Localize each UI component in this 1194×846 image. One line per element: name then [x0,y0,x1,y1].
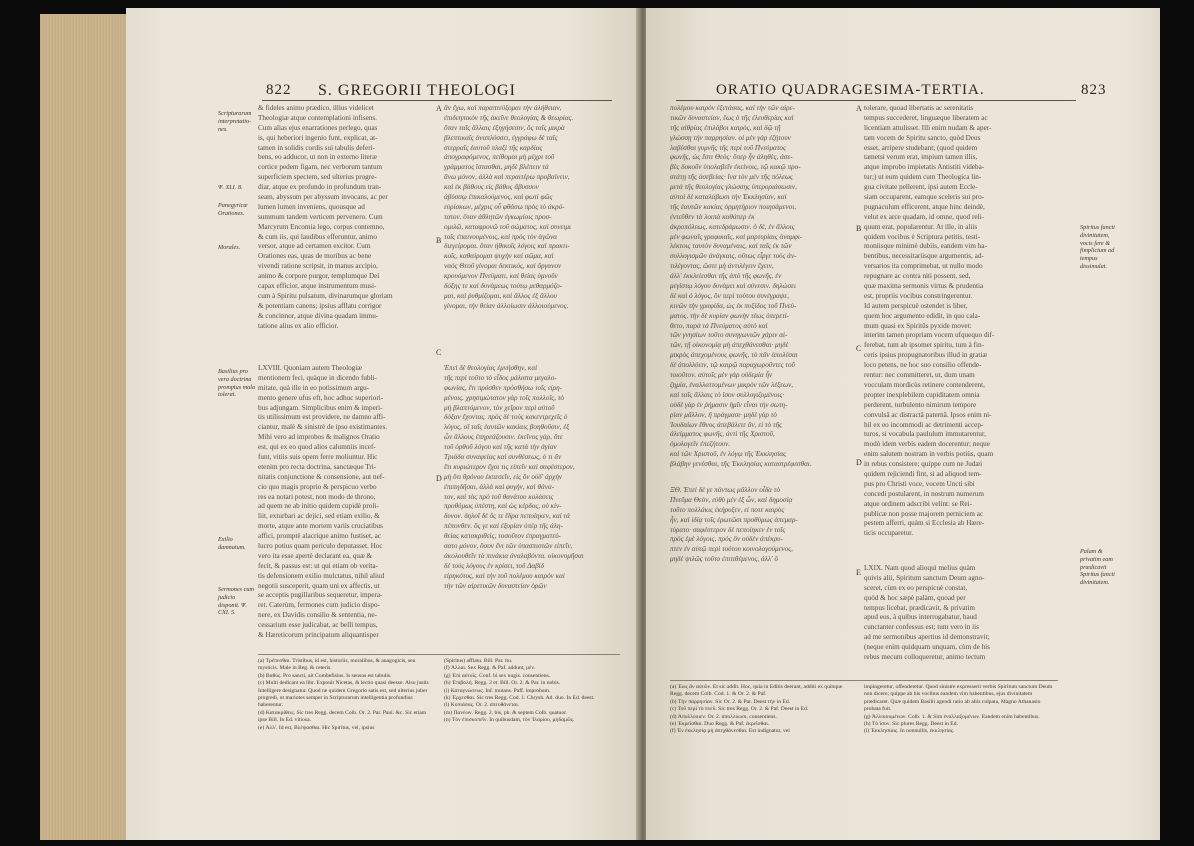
text-line: προθύμως ὑπέστη, καὶ ὡς κέρδος, οὐ κίν- [444,502,562,511]
text-line: seam, abyssum per abyssum invocans, ac per [258,193,388,202]
text-line: summum tandem verticem pervenero. Cum [258,212,383,221]
latin-column [258,104,434,344]
marker: E [856,568,861,577]
text-line: ticis occuparetur. [864,529,914,538]
footnotes [258,658,434,766]
text-line: lucro potius quam periculo deputasset. Hoc [258,542,383,551]
text-line: bens, eo adducor, ut non in externo literæ [258,153,377,162]
footnote-rule [670,680,1058,681]
text-line: liit, exturbari ac dejici, sed etiam exilio, & [258,512,380,521]
text-line: tis defensionem exilio mulctatus, nihil aliud [258,571,385,580]
text-line: est, propriis vocibus constringerentur. [864,291,973,300]
text-line: σατο μόνον, ὅσον ἕνι τῶν ὑπασπιστῶν εἰπεῖν, [444,542,573,551]
greek-column [444,364,620,646]
text-line: ferebat, tum ab ipsomet spiritu, tum à fin- [864,341,984,350]
open-book [40,8,1160,840]
text-line: φωνῆς, ὡς ἔστι Θεὸς· ὅπερ ἦν ἀληθὲς, ἀσε- [670,153,793,162]
text-line: μὲν φωναῖς γραφικαῖς, καὶ μαρτυρίαις ἀναμφι- [670,232,803,241]
left-header-rule [262,100,612,101]
right-header-rule [676,100,1076,101]
text-line: tur;) ut eum quidem cum Theologica lin- [864,173,982,182]
right-page-number: 823 [1081,82,1107,98]
text-line: bus adjungam. Simplicibus enim & imperi- [258,403,383,412]
text-line: στάτῃ τῆς ἀσεβείας· ἵνα τὸν μὲν τῆς πόλεως [670,173,793,182]
text-line: Πνεῦμα Θεὸν, εὐθὺ μὲν ἐξ ὧν, καὶ δημοσίᾳ [670,495,793,504]
text-line: Cum alias ejus enarrationes perlego, quas [258,123,378,132]
text-line: δὲ ἀπολλύειν, τῷ καιρῷ παραχωροῦντες τοῦ [670,361,795,370]
text-line: Ἐπεὶ δὲ θεολογίας ἐμνήσθην, καὶ [444,364,538,372]
text-line: hil ex eo incommodi ac detrimenti accep- [864,420,984,429]
text-line: ἀκολουθεῖν τὰ πινάκια ἀναλαβόντα. οἰκονομῆσαι [444,551,584,560]
text-line: ret. Caterùm, fermones cum judicio dispo- [258,601,380,610]
text-line: εὑρίσκων, μέχρις οὗ φθάσω πρὸς τὸ ἀκρό- [444,202,565,211]
text-line: ἐντεῦθεν τὰ λοιπὰ καθάπερ ἐκ [670,212,755,221]
text-line: ρίαν μᾶλλον, ἢ πράγμασι· μηδὲ γὰρ τὸ [670,410,777,419]
text-line: τιλέγοντας, ὥστε μὴ ἀντιλέγειν ἔχειν, [670,262,774,271]
text-line: μένοις. χρησιμώτατον γὰρ τοῖς πολλοῖς, τὸ [444,393,564,402]
text-line: tam vocem de Spiritu sancto, quòd Deus [864,133,981,142]
greek-column [670,104,854,474]
text-line: diar, atque ex profundo in profundum tran- [258,183,382,192]
text-line: atque improbo impietatis Antistiti videba- [864,163,985,172]
text-line: ὧν ἄλλους ἐπηρεάζουσιν. ἐκεῖνος γὰρ, ὅτε [444,433,563,442]
text-line: mitate, quà ille in eo potissimum argu- [258,383,370,392]
text-line: in rebus consistere; quippe cum ne Judæi [864,460,983,469]
text-line: rebus mecum colloqueretur, animo tectum [864,653,986,662]
text-line: ὁμολογεῖν ἐπεζήτουν. [670,440,731,449]
text-line: etenim pro recta doctrina, sanctæque Tri- [258,462,377,471]
text-line: quidem vocibus è Scriptura petitis, testi- [864,232,981,241]
text-line: ζημία, ἐναλλαττομένων μικρὸν τῶν λέξεων, [670,380,794,389]
text-line: μεγίστῳ λόγου δυνάμει καὶ σύνεσιν. δηλώσει [670,282,796,291]
text-line: ἀλείμματος φωνῆς, ἀντὶ τῆς Χριστοῦ, [670,430,775,439]
text-line: versor, atque ad certamen excitor. Cum [258,242,371,251]
text-line: convulsâ ac distractâ paternâ. Ipsos enim ni- [864,410,992,419]
text-line: & concinnor, atque divina quadam immu- [258,311,379,320]
text-line: ceris ipsius propugnatoribus illud in gratiæ [864,351,988,360]
text-line: μετὰ τῆς θεολογίας γλώσσης ὑπεροριάσωσιν, [670,183,797,192]
text-line: superficiem spectem, sed ulterius progre- [258,173,377,182]
text-line: ἐπιπηδῆσαι, ἀλλὰ καὶ φυγὴν, καὶ θάνα- [444,482,555,491]
text-line: sceret, cùm ex eo perspicuè constat, [864,583,968,592]
text-line: se acceptis pugillaribus sequeretur, impera- [258,591,383,600]
left-page [126,8,642,840]
footnote: (h) Τὸ ἴσον. Sic plures Regg. Deest in Ed. [864,721,958,728]
text-line: LXVIII. Quoniam autem Theologiæ [258,364,363,372]
text-line: κρουόμενον Πνεύματι, καὶ θείας ὑμνοῦν [444,272,558,281]
text-line: ἐπιδεηπικὸν τῆς ἀκεῖνε θεολογίας & θεωρίας. [444,113,574,122]
text-line: fecit, & passus est: ut qui etiam ob verita- [258,561,378,570]
text-line: τῆς περὶ τοῦτο τὸ εἶδος μάλιστα μεγαλο- [444,373,557,382]
text-line: τῶν, τῇ οἰκονομίᾳ μὴ ἀπεχθάνεσθαι· μηδὲ [670,341,789,350]
marker: C [856,344,862,353]
text-line: διεγείρομαι. ὅταν ἠθικοῖς λόγοις καὶ πρακτι- [444,242,570,251]
text-line: ομιλῶ, καταφρονῶ τοῦ σώματος, καὶ συνειμι [444,222,571,231]
text-line: τοῦτο πολλάκις ἐκήρυξεν, εἰ ποτε καιρὸς [670,505,785,514]
text-line: licentiam attulisset. Illi enim nudam & aper- [864,123,992,132]
text-line: perderent, turbulento nimirum tempore [864,400,977,409]
text-line: κινῶν τὴν γραφίδα, ὡς ἐκ πυξίδος τοῦ Πνεύ- [670,301,797,310]
latin-column [864,564,1058,668]
text-line: interim tamen propriam vocem ufquequo dif- [864,331,995,340]
text-line: (neque enim quidquam unquam, cùm de his [864,643,990,652]
text-line: & fideles animo prædico, illius videlicet [258,104,374,112]
text-line: μὴ βλαπτόμενον, τὸν χεῖρον περὶ αὐτοῦ [444,403,555,412]
text-line: Mihi vero ad improbos & malignos Oratio [258,433,380,442]
margin-note: Basilius pro vera doctrina promptus mala tolerat. [218,368,256,399]
footnote: (d) Ἀπολλύοιεν. Or. 2. ἀπολλύωσι, consentiens. [670,713,777,720]
text-line: animo & corpore purgor, templumque Dei [258,272,380,281]
text-line: πτεν ἐν αὐτῷ περὶ τούτου κοινολογούμενος, [670,545,793,554]
footnote: (n) Τὸν ἐπισκοπεῖν. In quibusdam, τὸν Ἱλαρίου, μηδαμῶς. [444,717,575,724]
text-line: θετο, παρὰ τὰ Πνεύματος αὐτὸ καὶ [670,321,768,330]
text-line: tolerare, quoad libertatis ac serenitatis [864,104,974,112]
text-line: cunctanter confessus est; tum vero in iis [864,623,979,632]
text-line: tamen in solidis cordis sui tabulis deferi- [258,143,375,152]
text-line: rentur: nec committeret, ut, dum unam [864,371,975,380]
text-line: καὶ τῶν Χριστοῦ, ἐν λόγῳ τῆς Ἐκκλησίας [670,450,787,459]
text-line: ὅταν ταῖς ἄλλαις ἐξηγήσεσιν, ὅς ταῖς μικρὰ [444,123,565,132]
margin-note: Sermones cum judicio disponit. Ψ. CXI. 5. [218,586,254,617]
footnote: impingeretur, offenderetur. Quod sinistre expresserit verbis Spiritum sanctum Deum non dicere; quippe ab his vocibus eandem vim habentibus, ejus divinitatem prædicaret. Quæ quidem Basilii agendi ratio ab aliis culpata, Magno Athanasio probata fuit. [864,684,1053,713]
text-line: quæ maxima sermonis virtus & prudentia [864,282,984,291]
text-line: tempus succederet, linguæque liberatem ac [864,113,988,122]
text-line: modò idem verbis eadem docerentur; neque [864,440,990,449]
text-line: τοῦ ὀρθοῦ λόγου καὶ τῆς κατὰ τὴν ἁγίαν [444,443,557,452]
footnote: (a) Ἐως ἂν αὐτῶν. Et sic addit. Hoc, quia in Editis deerant, additi ex quinque Regg. decem Colb. Cod. 1. & Or. 2. & Paf. [670,684,843,698]
text-line: ἂν ἔχω, καὶ παραπτεύξομαι τὴν ἀλήθειαν, [444,104,562,112]
footnote: (c) Multi dedicant ea libr. Exponit Nicetas, & lectio quasi deesse. Also justis Intelligere designatur. Quod ne quidem Gregorio satis est, sed ulterius juber progredi, ut mariotes semper in Scripturarum intelligentia profundius haberentur. [258,680,429,709]
footnote: (h) Ἐπιβολή. Regg. 2 et. Bill. Or. 2. & Par. in nobis. [444,680,561,687]
text-line: ἄνω μόνον, ἀλλὰ καὶ περαιτέρω προβαίνειν, [444,173,570,182]
text-line: μαι, καὶ ῥυθμίζομαι, καὶ ἄλλος ἐξ ἄλλου [444,291,557,300]
left-running-title: S. GREGORII THEOLOGI [318,82,516,99]
text-line: mum quasi ex Spiritûs pyxide movet: [864,321,972,330]
text-line: lumen lumen inveniens, quousque ad [258,202,365,211]
footnote-rule [258,654,620,655]
margin-note: Scripturarum interpretatio-nes. [218,110,252,133]
text-line: πέπονθεν. ὅς γε καὶ ἐξορίαν ὑπὲρ τῆς ἀλη- [444,522,563,531]
text-line: LXIX. Nam quod alioqui melius quàm [864,564,976,572]
text-line: repugnare ac contra niti possent, sed, [864,272,971,281]
text-line: publicæ non posse majorem perniciem ac [864,509,984,518]
marker: D [436,474,442,483]
text-line: καὶ ταῖς ἄλλαις τὸ ἴσον συλλογιζομένοις· [670,390,785,399]
text-line: θείας κατακριθεὶς, τοσοῦτον ἐπραγματεύ- [444,532,561,541]
footnote: (e) Ἀλλ'. Id est, Βλέψασθαι. Hic Spiritus, vel, ipsius [258,724,375,731]
margin-note: Spiritus fancti divinitatem, vocis fere & fimplicium ad tempus dissimulat. [1080,224,1115,270]
text-line: τῶν γνησίων τοῦτο συνηγωνιῶν χάριν αἰ- [670,331,788,340]
text-line: Marcyrum Encomia lego, corpus contemno, [258,222,385,231]
text-line: συλλογισμῶν ἀνάγκαις, οὕτως εἶργε τοὺς ἀν- [670,252,797,261]
footnote: (m) Πανέων. Regg. 2. bis, ph. & septem Colb. quatuor. [444,709,568,716]
footnotes [444,658,620,766]
text-line: τὴν τῶν αἱρετικῶν δυναστείαν ὁρῶν [444,581,547,590]
text-line: Ἰουδαίων ἔθνος ἀπεβάλετε ἄν, εἰ τὸ τῆς [670,420,782,429]
text-line: δὲ τοὺς λόγους ἐν κρίσει, τοῦ Δαβὶδ [444,561,545,570]
text-line: tatione alius ex alio efficior. [258,321,339,330]
text-line: τοῖς ἐπαινουμένοις, καὶ πρὸς τὸν ἀγῶνα [444,232,558,241]
footnote: (g) Ἀλλοιουμένων. Colb. 1. & Sim ἐναλλαξομένων. Eandem enim habentibus. [864,713,1040,720]
greek-column [444,104,620,344]
text-line: quem hoc argumento edidit, in quo cala- [864,311,981,320]
margin-note: Morales. [218,244,241,251]
margin-note: Exilio damnatum. [218,536,246,551]
text-line: moniisque minimè dubiis, eandem vim ha- [864,242,987,251]
text-line: φωνίας, ἔτι πρόσθεν πρὸσθήσω τοῖς εἰρη- [444,383,563,392]
text-line: vocculam mordicùs retinere contenderent, [864,380,985,389]
text-line: tempus licebat, prædicavit, & privatim [864,603,975,612]
text-line: λόγος, οἳ ταῖς ἑαυτῶν κακίαις βοηθοῦσιν, ἐξ [444,423,570,432]
text-line: bentibus, necessitariisque argumentis, ad- [864,252,984,261]
text-line: cessarium esse judicabat, ac belli tempus, [258,621,378,630]
text-line: & potentiam canens; ipsius afflatu corrigor [258,301,382,310]
footnotes [864,684,1058,774]
footnote: (b) Τὴν παρρησίαν. Sic Or. 2. & Par. Deest τὴν in Ed. [670,698,791,705]
text-line: res ea notari potest, non modo de throno, [258,492,376,501]
text-line: cum à Spiritu pulsatum, divinarumque gloriam [258,291,393,300]
text-line: apud eos, à quibus interrogabatur, haud [864,613,977,622]
text-line: βλεπτικαῖς ἀναπλύσσει, ἐγγράφω δὲ ταῖς [444,133,558,142]
left-page-number: 822 [266,82,292,98]
text-line: & cum iis, qui laudibus efferuntur, animo [258,232,377,241]
text-line: μηδὲ ψιλῶς τοῦτο ἐπιτιθέμενος, ἀλλ' ὃ [670,555,778,564]
text-line: τον, καὶ τὰς πρὸ τοῦ θανάτου κολάσεις [444,492,554,501]
text-line: pus pro Christi voce, vocem Uncti sibi [864,479,975,488]
text-line: γίνομαι, τὴν θείαν ἀλλοίωσιν ἀλλοιούμενος. [444,301,569,310]
text-line: λαβέσθαι γυμνῆς τῆς περὶ τοῦ Πνεύματος [670,143,786,152]
text-line: quum erat, popularentur. At ille, in aliis [864,222,978,231]
text-line: δυνον. δηλοῖ δὲ ὅς τε ἔδρα πεποίηκεν, καὶ τὰ [444,512,570,521]
footnote: (l) Κοπιάσας. Or. 2. ἀπευθάνεται. [444,702,520,709]
latin-column [864,104,1058,554]
greek-column [670,486,854,572]
text-line: ΞΘ. Ἐπεὶ δὲ γε πάντως μᾶλλον οἶδα τὸ [670,486,780,494]
text-line: esset, arripere studebant; (quod quidem [864,143,978,152]
text-line: ad quem ne ab initio quidem cupidè proli- [258,502,379,511]
text-line: δόξης τε καὶ δυνάμεως τούτῳ μεθαρμόζο- [444,282,563,291]
text-line: ἀβύσσῳ ἐπικαλούμενος, καὶ φωτὶ φῶς [444,193,553,202]
text-line: pestem afferri, quàm si Ecclesia ab Hære- [864,519,985,528]
marker: A [436,104,442,113]
text-line: στερραῖς ἑαυτοῦ πλαξὶ τῆς καρδίας [444,143,543,152]
footnotes [670,684,854,774]
text-line: τύρατο· σαφέστερον δὲ πεποίηκεν ἐν τοῖς [670,525,786,534]
text-line: funt, vitiis suis opem ferre moliuntur. Hic [258,453,378,462]
footnote: (b) Βαθὺς. Pro sancti, ait Combefisius. Is sensus est tabulis. [258,672,392,679]
text-line: is, qui heberiori ingenio funt, explicat, at- [258,133,378,142]
marker: B [436,236,442,245]
text-line: πολέμου καιρὸν ἐξετάσας, καὶ τὴν τῶν αἱρε- [670,104,795,112]
text-line: ad me sermonibus apertius id demonstravit; [864,633,990,642]
text-line: negotii susceperit, quam uni ex affectis, ut [258,581,380,590]
text-line: tis utilissimum est providere, ne damno affi- [258,413,386,422]
footnote: (a) Τρέπεσθαι. Tristibus, id est, historiis, moralibus, & anagogicis, seu mysticis. Male in Reg. & ceteris. [258,658,416,672]
text-line: Τριάδα συναφείας καὶ συνθέσεως, ὁ τι ἄν [444,453,562,462]
text-line: velut ex arce quadam, id omne, quod reli- [864,212,984,221]
text-line: ἀκροπόλεως, κατεδράμωσιν. ὁ δὲ, ἐν ἄλλοις [670,222,795,231]
text-line: μὴ ὅτι θρόνου ἐκπεσεῖν, εἰς ὃν οὐδ' ἀρχὴν [444,472,563,481]
text-line: quidem rejiciendi fint, si ad aliquod tem- [864,469,982,478]
footnote: (e) Ἐκρεῖσθαι. Duo Regg. & Paf. ἐκρεῖσθαι. [670,721,770,728]
text-line: λέκτοις ταυτὸν δυναμέναις, καὶ ταῖς ἐκ τῶν [670,242,792,251]
margin-note: Panegyricæ Orationes. [218,202,248,217]
marker: A [856,104,862,113]
text-line: οὐδὲ γὰρ ἐν ῥήμασιν ἡμῖν εἶναι τὴν σωτη- [670,400,788,409]
text-line: Id autem perspicuè ostendet is liber, [864,301,968,310]
marker: B [856,224,862,233]
text-line: cio quo magis proprio & perspicuo verbo [258,482,377,491]
page-edges [40,14,126,840]
text-line: tametsi verum erat, impium tamen illis, [864,153,978,162]
text-line: affici, promptè alacrique animo fustiset, ac [258,532,382,541]
text-line: κοῖς, καθαίρομαι ψυχὴν καὶ σῶμα, καὶ [444,252,554,261]
right-running-title: ORATIO QUADRAGESIMA-TERTIA. [716,82,985,98]
footnote: (Spiritus) afflatu. Bill. Par. itu. [444,658,513,664]
text-line: vivendi ratione scripsit, in manus accipio, [258,262,378,271]
text-line: nere, ex Davidis consilio & sententia, ne- [258,611,377,620]
footnote: (i) Καταγνώσεως. Inf. mutans. Paff. improbum. [444,687,551,694]
text-line: morte, atque ante mortem variis cruciatibus [258,522,383,531]
text-line: βὲς δοκοῦν ὑπολαβεῖν ἐκείνοις, τῷ κακῷ προ- [670,163,801,172]
text-line: δόξαν ἔχοντας. πρὸς δὲ τοὺς κακεντρεχεῖς ὁ [444,413,568,422]
text-line: vero ita esse apertè declarant ea, quæ & [258,551,373,560]
text-line: mento genere ufus eft, hoc adhuc superiori- [258,393,384,402]
text-line: atque ordinem adscribi velint: se Rei- [864,499,972,508]
text-line: ἀπογραφόμενος, πείθομαι μὴ μέχρι τοῦ [444,153,555,162]
text-line: ἀλλ' ἐκκλείεσθαι τῆς ἀπὸ τῆς φωνῆς, ἐν [670,272,782,281]
text-line: gua civitate pellerent, ipsi autem Eccle- [864,183,978,192]
text-line: γράμματος ἵστασθαι, μηδὲ βλέπειν τὰ [444,163,549,172]
footnote: (k) Ἐρχεσθαι. Sic tres Regg. Cod. 1. Chrysh. Ad. duo. In Ed. deest. [444,695,595,702]
text-line: τικῶν δυναστείαν, ἕως ὁ τῆς ἐλευθερίας καὶ [670,113,794,122]
margin-note: Palam & privatim eam prædicavit Spiritus fancti divinitatem. [1080,548,1115,587]
text-line: Theologiæ atque contemplationi infisens. [258,113,377,122]
footnote: (f) Ἐν ἐκκλησίᾳ μὴ ἀπεχθάνεσθαι. Est indignatur, vel [670,728,790,735]
text-line: ἔτι κυριώτερον ἔχοι τις εἰπεῖν καὶ σαφέστερον, [444,462,575,471]
right-page [646,8,1160,840]
text-line: nitatis conjunctione & consensione, aut nef- [258,472,385,481]
footnote: (g) Ἐπὶ αὐτοῖς. Conf. hi sex nugis. consentiens. [444,672,551,679]
text-line: pugnaculum efficerent, atque hinc deindè, [864,202,985,211]
text-line: quòd & hoc sæpè palàm, quoad per [864,593,966,602]
text-line: Orationes eas, quas de moribus ac bene [258,252,372,261]
text-line: μικρὸς ἀπεχομένους φωνῆς, τὸ πᾶν ἀπολέσαι [670,351,798,360]
footnote: (d) Κατακρίθεις. Sic tres Regg. decem Colb. Or. 2. Par. Paul. &c. Sic etiam ipse Bill. In Ed. vitiosa. [258,709,427,724]
footnote: (c) Τοῦ περὶ τὸ πνεῦ. Sic tres Regg. Or. 2. & Paf. Deest in Ed. [670,706,809,713]
text-line: αὐτοὶ δὲ καταλάβωσι τὴν Ἐκκλησίαν, καὶ [670,193,787,202]
text-line: καὶ ἐκ βάθους εἰς βάθος ἄβυσσον [444,183,539,192]
text-line: cortice pedem figam, nec verborum tantum [258,163,383,172]
text-line: τῆς ἑαυτῶν κακίας ὁρμητήριον ποιησάμενοι, [670,202,797,211]
text-line: ciantur, malè & sinistrè de ipso existimantes. [258,423,388,432]
text-line: loco petens, ne hoc suo consilio offende- [864,361,982,370]
text-line: est, qui ex eo quod alios calumniis incef- [258,443,376,452]
text-line: & Hæreticorum principatum aliquantisper [258,631,379,640]
latin-column [258,364,434,646]
text-line: propter inexplebilem cupiditatem omnia [864,390,980,399]
text-line: turos, si vocabula paululum immutarentur, [864,430,986,439]
text-line: ἦν, καὶ ἰδίᾳ τοῖς ἐρωτῶσι προθύμως ἀπεμαρ- [670,515,798,524]
text-line: enim salutem nostram in verbis potiùs, quam [864,450,994,459]
text-line: siam occuparent, eamque sceleris sui pro- [864,193,985,202]
text-line: δὲ καὶ ὁ λόγος, ὃν περὶ τούτου συνέγραψε, [670,291,790,300]
text-line: quivis alii, Spiritum sanctum Deum agno- [864,573,985,582]
marker: D [856,458,862,467]
text-line: τατον. ὅταν ἀθλητῶν ἐγκωμίοις προσ- [444,212,552,221]
text-line: capax efficior, atque instrumentum musi- [258,282,377,291]
text-line: concedi postularent, in nostrum numerum [864,489,984,498]
footnote: (i) Ἐκκλησίαις. In nonnullis, ἐκκλησίας. [864,728,955,735]
text-line: ματος. τὴν δὲ κυρίαν φωνὴν τέως ὑπερετί- [670,311,790,320]
text-line: ναὸς Θεοῦ γίνομαι δεκτικός, καὶ ὄργανον [444,262,562,271]
text-line: πρὸς ἐμὲ λόγοις, πρὸς ὃν οὐδὲν ἀπέκρυ- [670,535,783,544]
text-line: τοιοῦτον. αὐτοῖς μὲν γὰρ οὐδεμία ἦν [670,371,773,380]
text-line: γλώσσῃ τὴν παρρησίαν. οἱ μὲν γὰρ ἐζήτουν [670,133,791,142]
footnote: (f) Ἀλλαι. Sex Regg. & Paf. addunt, μὲν. [444,665,536,672]
margin-note: Ψ. XLI. 8. [218,184,243,191]
text-line: βλάβην γενέσθαι, τῆς Ἐκκλησίας καταστρέφεσθαι. [670,460,812,469]
text-line: versarios ita comprimebat, ut nullo modo [864,262,983,271]
marker: C [436,348,442,357]
text-line: mentionem feci, quàque in dicendo fubli- [258,373,377,382]
text-line: εἰρηκότος, καὶ τὴν τοῦ πολέμου καιρὸν καὶ [444,571,565,580]
text-line: τῆς αἰθρίας ἐπιλάβοι καιρὸς, καὶ δῷ τῇ [670,123,781,132]
